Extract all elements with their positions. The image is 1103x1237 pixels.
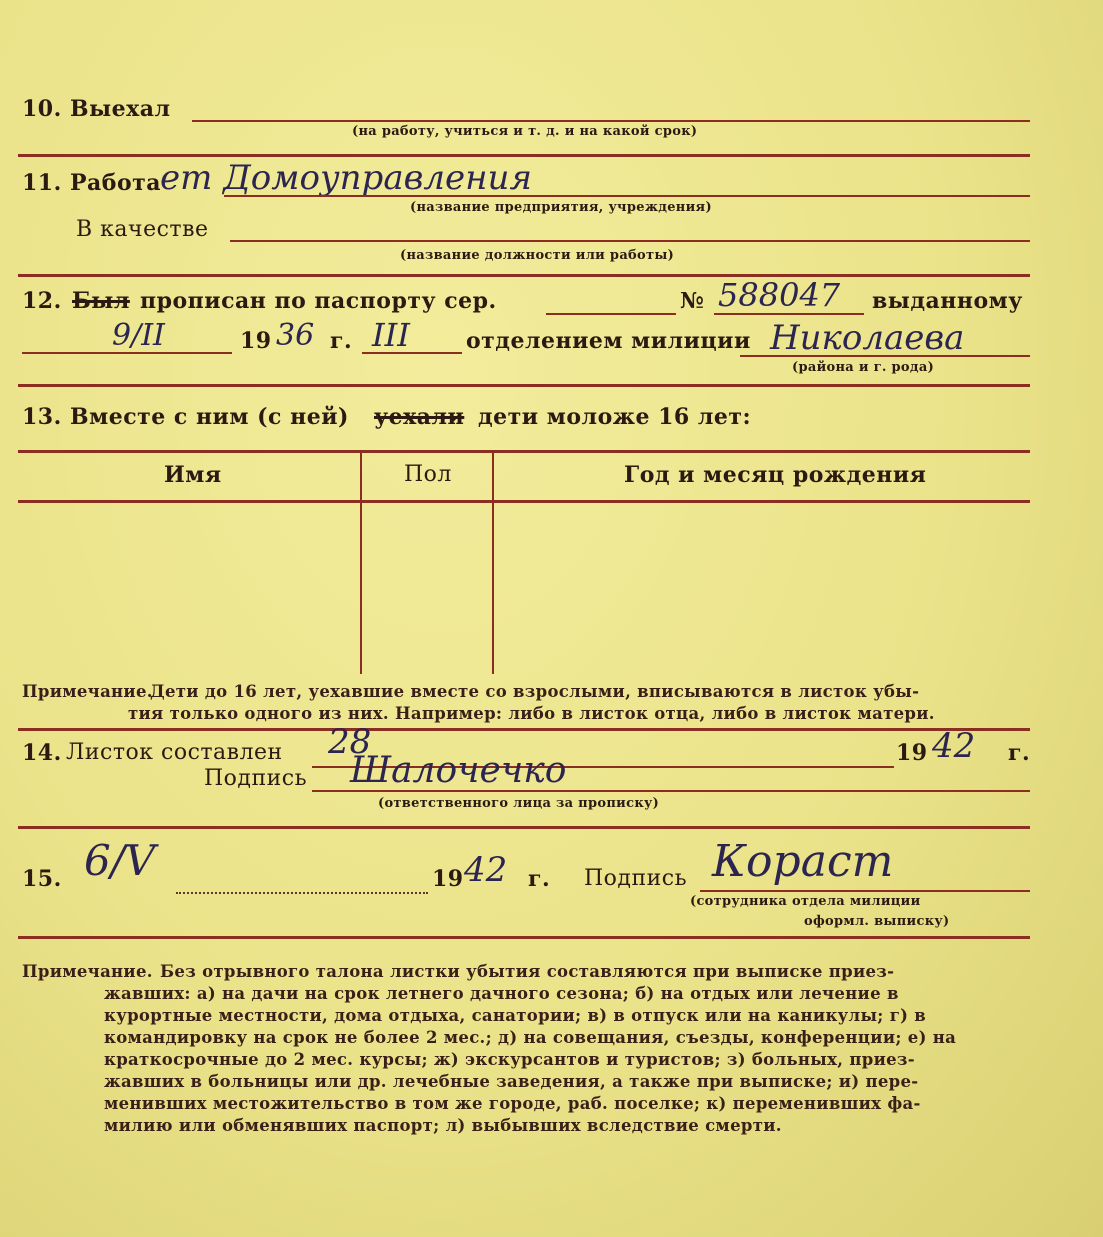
field-15-signature: Кораст: [712, 836, 894, 887]
field-14-label: Листок составлен: [66, 740, 283, 765]
field-12-number: 12.: [22, 288, 62, 314]
field-13-label: Вместе с ним (с ней): [70, 404, 349, 430]
note-departures-line: милию или обменявших паспорт; л) выбывших вследствие смерти.: [104, 1116, 782, 1135]
divider: [18, 384, 1030, 387]
note-children-heading: Примечание.: [22, 682, 153, 701]
field-14-year-handwritten: 42: [932, 726, 976, 766]
field-14-date-handwritten: 28: [328, 722, 372, 762]
note-children-line-1: Дети до 16 лет, уехавшие вместе со взрослыми, вписываются в листок убы-: [150, 682, 920, 701]
field-15-year-prefix: 19: [432, 866, 464, 892]
note-children-line-2: тия только одного из них. Например: либо в листок отца, либо в листок матери.: [128, 704, 935, 723]
field-10-number: 10.: [22, 96, 62, 122]
field-15-year-suffix: г.: [528, 866, 551, 892]
police-dept-number-handwritten: III: [372, 316, 410, 354]
divider: [18, 274, 1030, 277]
field-11-position-hint: (название должности или работы): [400, 248, 675, 263]
field-10-hint: (на работу, учиться и т. д. и на какой срок): [352, 124, 698, 139]
divider: [18, 154, 1030, 157]
note-departures-heading: Примечание.: [22, 962, 153, 981]
passport-number-sign: №: [680, 288, 705, 314]
field-11-label: Работа: [70, 170, 162, 196]
field-12-hint: (района и г. рода): [792, 360, 935, 375]
field-15-sign-line[interactable]: [700, 890, 1030, 892]
field-15-hint-2: оформл. выписку): [804, 914, 950, 929]
col-header-birth: Год и месяц рождения: [624, 462, 927, 488]
field-12-struck-word: Был: [72, 288, 130, 314]
table-col-divider: [492, 452, 494, 674]
field-13-number: 13.: [22, 404, 62, 430]
field-11-line[interactable]: [224, 195, 1030, 197]
note-departures-line: менивших местожительство в том же городе, раб. поселке; к) переменивших фа-: [104, 1094, 921, 1113]
col-header-name: Имя: [164, 462, 222, 488]
field-11-hint: (название предприятия, учреждения): [410, 200, 712, 215]
field-14-year-prefix: 19: [896, 740, 928, 766]
issue-date-line[interactable]: [22, 352, 232, 354]
field-15-date-handwritten: 6/V: [84, 836, 156, 885]
field-11-position-line[interactable]: [230, 240, 1030, 242]
city-handwritten: Николаева: [770, 318, 965, 358]
table-cell-name[interactable]: [22, 504, 358, 672]
table-top-border: [18, 450, 1030, 453]
field-13-struck-word: уехали: [374, 404, 465, 430]
note-departures-line: жавших: а) на дачи на срок летнего дачного сезона; б) на отдых или лечение в: [104, 984, 899, 1003]
field-12-label: прописан по паспорту сер.: [140, 288, 497, 314]
field-14-number: 14.: [22, 740, 62, 766]
field-15-number: 15.: [22, 866, 62, 892]
passport-series-line[interactable]: [546, 313, 676, 315]
note-departures-line: курортные местности, дома отдыха, санатории; в) в отпуск или на каникулы; г) в: [104, 1006, 927, 1025]
city-line[interactable]: [740, 355, 1030, 357]
note-departures-line: жавших в больницы или др. лечебные заведения, а также при выписке; и) пере-: [104, 1072, 919, 1091]
field-12-dept-label: отделением милиции: [466, 328, 751, 354]
note-departures-line: Без отрывного талона листки убытия составляются при выписке приез-: [160, 962, 895, 981]
police-dept-line[interactable]: [362, 352, 462, 354]
divider: [18, 728, 1030, 731]
field-14-signature: Шалочечко: [350, 750, 567, 791]
field-11-handwritten-employer: ет Домоуправления: [160, 158, 532, 198]
divider: [18, 936, 1030, 939]
field-14-year-suffix: г.: [1008, 740, 1031, 766]
divider: [18, 826, 1030, 829]
field-15-hint-1: (сотрудника отдела милиции: [690, 894, 921, 909]
field-14-sign-line[interactable]: [312, 790, 1030, 792]
field-13-rest: дети моложе 16 лет:: [478, 404, 752, 430]
field-15-sign-label: Подпись: [584, 866, 688, 891]
issue-year-handwritten: 36: [276, 318, 315, 353]
table-header-border: [18, 500, 1030, 503]
field-14-hint: (ответственного лица за прописку): [378, 796, 660, 811]
field-14-sign-label: Подпись: [204, 766, 308, 791]
field-15-date-line[interactable]: [176, 892, 428, 894]
passport-number-line[interactable]: [714, 313, 864, 315]
field-11-position-label: В качестве: [76, 217, 209, 242]
field-10-label: Выехал: [70, 96, 171, 122]
field-12-issued-label: выданному: [872, 288, 1023, 314]
issue-year-prefix: 19: [240, 328, 272, 354]
field-10-line[interactable]: [192, 120, 1030, 122]
passport-number-handwritten: 588047: [718, 276, 841, 314]
table-cell-birth[interactable]: [496, 504, 1026, 672]
col-header-sex: Пол: [404, 462, 452, 487]
issue-date-handwritten: 9/II: [112, 318, 165, 353]
issue-year-suffix: г.: [330, 328, 353, 354]
note-departures-line: командировку на срок не более 2 мес.; д) на совещания, съезды, конференции; е) на: [104, 1028, 957, 1047]
table-col-divider: [360, 452, 362, 674]
table-cell-sex[interactable]: [364, 504, 490, 672]
field-15-year-handwritten: 42: [464, 850, 508, 890]
note-departures-line: краткосрочные до 2 мес. курсы; ж) экскурсантов и туристов; з) больных, приез-: [104, 1050, 915, 1069]
field-11-number: 11.: [22, 170, 62, 196]
